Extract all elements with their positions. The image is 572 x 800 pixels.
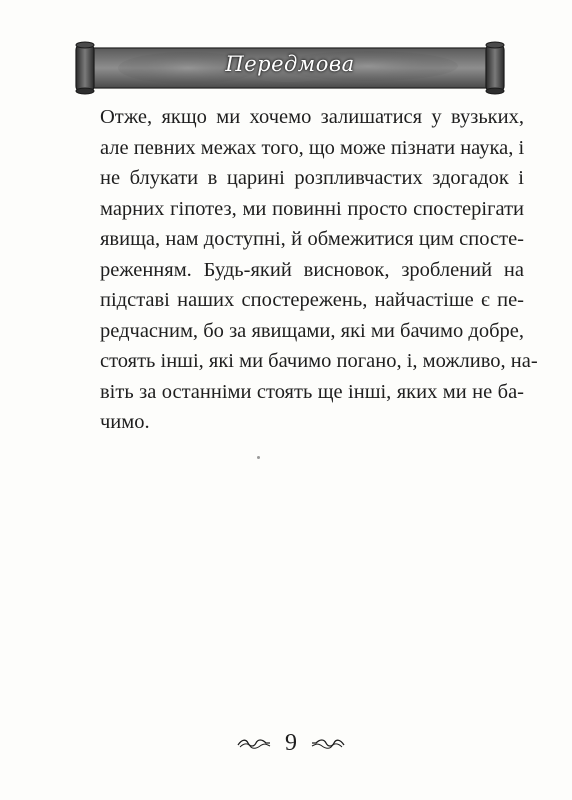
- text-line: явища, нам доступні, й обмежитися цим спосте-: [100, 228, 524, 250]
- text-line: стоять інші, які ми бачимо погано, і, можливо, на-: [100, 350, 538, 372]
- text-line: підставі наших спостережень, найчастіше є пе-: [100, 289, 524, 311]
- body-paragraph: [100, 102, 538, 438]
- text-line: чимо.: [100, 411, 150, 433]
- text-line: марних гіпотез, ми повинні просто спостерігати: [100, 197, 524, 220]
- text-line: реженням. Будь-який висновок, зроблений на: [100, 258, 524, 281]
- text-line: але певних межах того, що може пізнати наука, і: [100, 136, 525, 159]
- page-number: 9: [285, 730, 297, 756]
- flourish-right-icon: [310, 736, 346, 750]
- page-footer: [236, 728, 346, 758]
- speck-mark: [257, 456, 260, 459]
- text-line: редчасним, бо за явищами, які ми бачимо добре,: [100, 319, 524, 342]
- chapter-title: Передмова: [225, 52, 355, 76]
- text-line: Отже, якщо ми хочемо залишатися у вузьких,: [100, 106, 524, 128]
- text-line: не блукати в царині розпливчастих здогадок і: [100, 167, 524, 189]
- chapter-banner: [68, 40, 512, 96]
- text-line: віть за останніми стоять ще інші, яких ми не ба-: [100, 380, 524, 403]
